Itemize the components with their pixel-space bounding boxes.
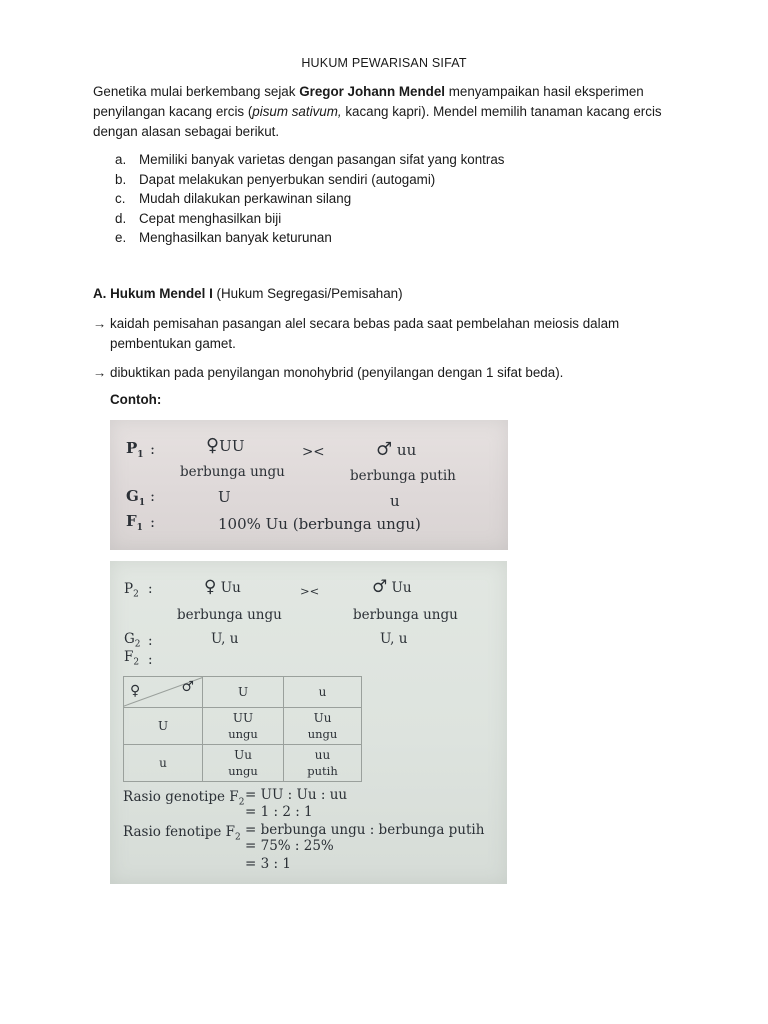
species-name: pisum sativum, bbox=[252, 104, 342, 119]
p1-label: $P_1$ bbox=[126, 439, 144, 460]
punnett-corner bbox=[124, 677, 203, 708]
p2-male: ♂ Uu bbox=[372, 577, 412, 597]
list-item: a. Memiliki banyak varietas dengan pasangan sifat yang kontras bbox=[115, 152, 505, 167]
cross-p1-image: $P_1$ : ♀UU >< ♂ uu berbunga ungu berbunga putih $G_1$ : U u $F_1$ : 100% Uu (berbunga ungu) bbox=[110, 420, 508, 550]
genotype-ratio-line: = 1 : 2 : 1 bbox=[245, 804, 313, 820]
female-symbol-icon: ♀ bbox=[206, 435, 220, 456]
g1-label: $G_1$ bbox=[126, 487, 146, 508]
f2-label: $F_2$ bbox=[124, 649, 140, 668]
male-symbol-icon: ♂ bbox=[181, 679, 194, 695]
f1-label: $F_1$ bbox=[126, 512, 143, 533]
punnett-cell: Uu ungu bbox=[203, 745, 284, 782]
cross-p2-image: $P_2$ : ♀ Uu >< ♂ Uu berbunga ungu berbunga ungu $G_2$ : U, u U, u $F_2$ : ♀ ♂ U u U UU ungu Uu ungu u Uu ungu uu putih Rasio genotipe $F_2$ = UU : Uu : uu = 1 : 2 : 1 Rasio fenotipe $F_2$ = berbunga ungu : berbunga putih = 75% : 25% = 3 : 1 bbox=[110, 561, 507, 884]
intro-paragraph bbox=[93, 82, 673, 142]
list-item: c. Mudah dilakukan perkawinan silang bbox=[115, 191, 352, 206]
punnett-row-header: u bbox=[124, 745, 203, 782]
p2-female: ♀ Uu bbox=[204, 577, 241, 597]
intro-text: kacang kapri). Mendel memilih tanaman kacang ercis dengan alasan sebagai berikut. bbox=[93, 104, 662, 139]
g2-label: $G_2$ bbox=[124, 631, 141, 650]
point-monohybrid: → dibuktikan pada penyilangan monohybrid (penyilangan dengan 1 sifat beda). bbox=[93, 363, 673, 383]
genotype-ratio-label: Rasio genotipe $F_2$ bbox=[123, 789, 245, 808]
phenotype-ratio-line: = berbunga ungu : berbunga putih bbox=[245, 822, 485, 838]
list-item: e. Menghasilkan banyak keturunan bbox=[115, 230, 332, 245]
example-label: Contoh: bbox=[110, 392, 162, 407]
p1-female: ♀UU bbox=[206, 435, 245, 456]
page-title: HUKUM PEWARISAN SIFAT bbox=[301, 56, 467, 70]
punnett-cell: Uu ungu bbox=[284, 708, 362, 745]
reasons-list bbox=[115, 150, 504, 248]
phenotype-ratio-line: = 3 : 1 bbox=[245, 856, 291, 872]
punnett-cell: UU ungu bbox=[203, 708, 284, 745]
list-item: d. Cepat menghasilkan biji bbox=[115, 210, 282, 226]
genotype-ratio-line: = UU : Uu : uu bbox=[245, 787, 348, 803]
intro-text: Genetika mulai berkembang sejak bbox=[93, 84, 300, 99]
arrow-icon: → bbox=[93, 316, 107, 331]
punnett-cell: uu putih bbox=[284, 745, 362, 782]
list-item: b. Dapat melakukan penyerbukan sendiri (autogami) bbox=[115, 171, 436, 187]
phenotype-ratio-line: = 75% : 25% bbox=[245, 838, 334, 854]
male-symbol-icon: ♂ bbox=[376, 439, 393, 460]
intro-text: menyampaikan hasil eksperimen penyilangan kacang ercis ( bbox=[93, 84, 644, 119]
section-heading: A. Hukum Mendel I (Hukum Segregasi/Pemisahan) bbox=[93, 286, 403, 301]
female-symbol-icon: ♀ bbox=[130, 683, 141, 699]
female-symbol-icon: ♀ bbox=[204, 577, 217, 597]
punnett-col-header: u bbox=[284, 677, 362, 708]
mendel-name: Gregor Johann Mendel bbox=[299, 84, 446, 99]
phenotype-ratio-label: Rasio fenotipe $F_2$ bbox=[123, 824, 241, 843]
punnett-square bbox=[123, 676, 362, 782]
p1-male: ♂ uu bbox=[376, 439, 417, 460]
punnett-col-header: U bbox=[203, 677, 284, 708]
p2-label: $P_2$ bbox=[124, 581, 139, 600]
point-segregation: → kaidah pemisahan pasangan alel secara bebas pada saat pembelahan meiosis dalam pembentukan gamet. bbox=[93, 316, 620, 351]
male-symbol-icon: ♂ bbox=[372, 577, 388, 597]
arrow-icon: → bbox=[93, 365, 107, 380]
punnett-row-header: U bbox=[124, 708, 203, 745]
